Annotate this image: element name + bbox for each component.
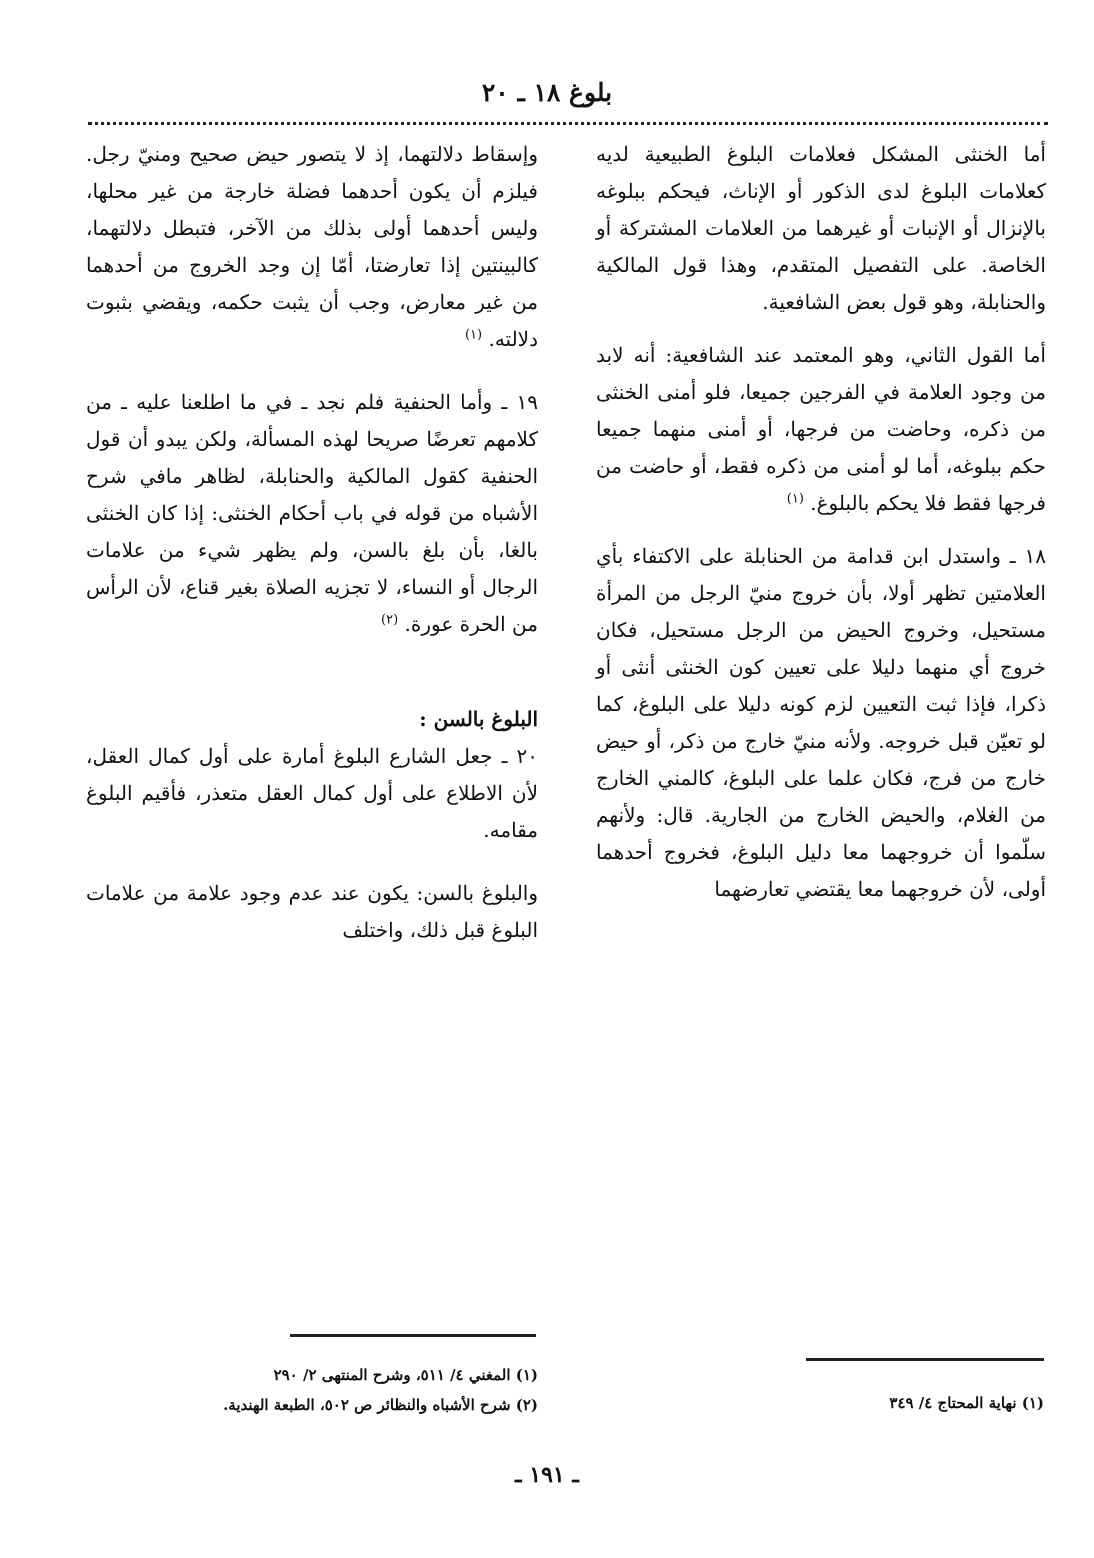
paragraph-text: ١٩ ـ وأما الحنفية فلم نجد ـ في ما اطلعنا عليه ـ من كلامهم تعرضًا صريحا لهذه المسألة، ولكن يبدو أن قول الحنفية كقول المالكية والحنابلة، لظاهر مافي شرح الأشباه من قوله في باب أحكام الخنثى: إذا كان الخنثى بالغا، بأن بلغ بالسن، ولم يظهر شيء من علامات الرجال أو النساء، لا تجزيه الصلاة بغير قناع، لأن الرأس من الحرة عورة. <box>86 390 538 636</box>
running-header: بلوغ ١٨ ـ ٢٠ <box>481 78 613 107</box>
paragraph-continuation <box>86 136 538 358</box>
footnote-ref: (١) <box>786 491 804 507</box>
footnote-left-1: (١) المغني ٤/ ٥١١، وشرح المنتهى ٢/ ٢٩٠ <box>273 1366 538 1384</box>
right-column <box>596 136 1046 908</box>
paragraph-text: والبلوغ بالسن: يكون عند عدم وجود علامة من علامات البلوغ قبل ذلك، واختلف <box>86 881 538 942</box>
paragraph-text: ٢٠ ـ جعل الشارع البلوغ أمارة على أول كمال العقل، لأن الاطلاع على أول كمال العقل متعذر، فأقيم البلوغ مقامه. <box>86 744 538 842</box>
paragraph-19 <box>86 384 538 643</box>
paragraph-age-definition <box>86 875 538 949</box>
paragraph-khuntha-signs <box>596 136 1046 321</box>
header-dotted-rule <box>88 122 1048 125</box>
footnote-ref: (١) <box>464 327 483 343</box>
paragraph-text: أما القول الثاني، وهو المعتمد عند الشافعية: أنه لابد من وجود العلامة في الفرجين جميعا، فلو أمنى الخنثى من ذكره، وحاضت من فرجها، أو أمنى منهما جميعا حكم ببلوغه، أما لو أمنى من ذكره فقط، أو حاضت من فرجها فقط فلا يحكم بالبلوغ. <box>596 343 1046 515</box>
subheading-puberty-by-age: البلوغ بالسن : <box>419 707 538 731</box>
footnote-ref: (٢) <box>381 612 399 628</box>
paragraph-shafii-view <box>596 337 1046 522</box>
footnote-rule-left <box>290 1334 536 1337</box>
footnote-left-2: (٢) شرح الأشباه والنظائر ص ٥٠٢، الطبعة الهندية. <box>223 1396 538 1414</box>
paragraph-text: ١٨ ـ واستدل ابن قدامة من الحنابلة على الاكتفاء بأي العلامتين تظهر أولا، بأن خروج منيّ الرجل من المرأة مستحيل، وخروج الحيض من الرجل مستحيل، فكان خروج أي منهما دليلا على تعيين كون الخنثى أنثى أو ذكرا، فإذا ثبت التعيين لزم كونه دليلا على البلوغ، كما لو تعيّن قبل خروجه. ولأنه منيّ خارج من ذكر، أو حيض خارج من فرج، فكان علما على البلوغ، كالمني الخارج من الغلام، والحيض الخارج من الجارية. قال: ولأنهم سلّموا أن خروجهما معا دليل البلوغ، فخروج أحدهما أولى، لأن خروجهما معا يقتضي تعارضهما <box>596 544 1047 901</box>
paragraph-20 <box>86 738 538 849</box>
paragraph-text: أما الخنثى المشكل فعلامات البلوغ الطبيعية لديه كعلامات البلوغ لدى الذكور أو الإناث، فيحكم ببلوغه بالإنزال أو الإنبات أو غيرهما من العلامات المشتركة أو الخاصة. على التفصيل المتقدم، وهذا قول المالكية والحنابلة، وهو قول بعض الشافعية. <box>596 142 1046 314</box>
paragraph-text: وإسقاط دلالتهما، إذ لا يتصور حيض صحيح ومنيّ رجل. فيلزم أن يكون أحدهما فضلة خارجة من غير محلها، وليس أحدهما أولى بذلك من الآخر، فتبطل دلالتهما، كالبينتين إذا تعارضتا، أمّا إن وجد الخروج من أحدهما من غير معارض، وجب أن يثبت حكمه، ويقضي بثبوت دلالته. <box>86 142 538 351</box>
footnote-rule-right <box>806 1358 1044 1361</box>
page-number: ـ ١٩١ ـ <box>515 1462 579 1488</box>
paragraph-18 <box>596 538 1046 908</box>
footnote-right-1: (١) نهاية المحتاج ٤/ ٣٤٩ <box>889 1394 1044 1412</box>
left-column <box>86 136 538 949</box>
